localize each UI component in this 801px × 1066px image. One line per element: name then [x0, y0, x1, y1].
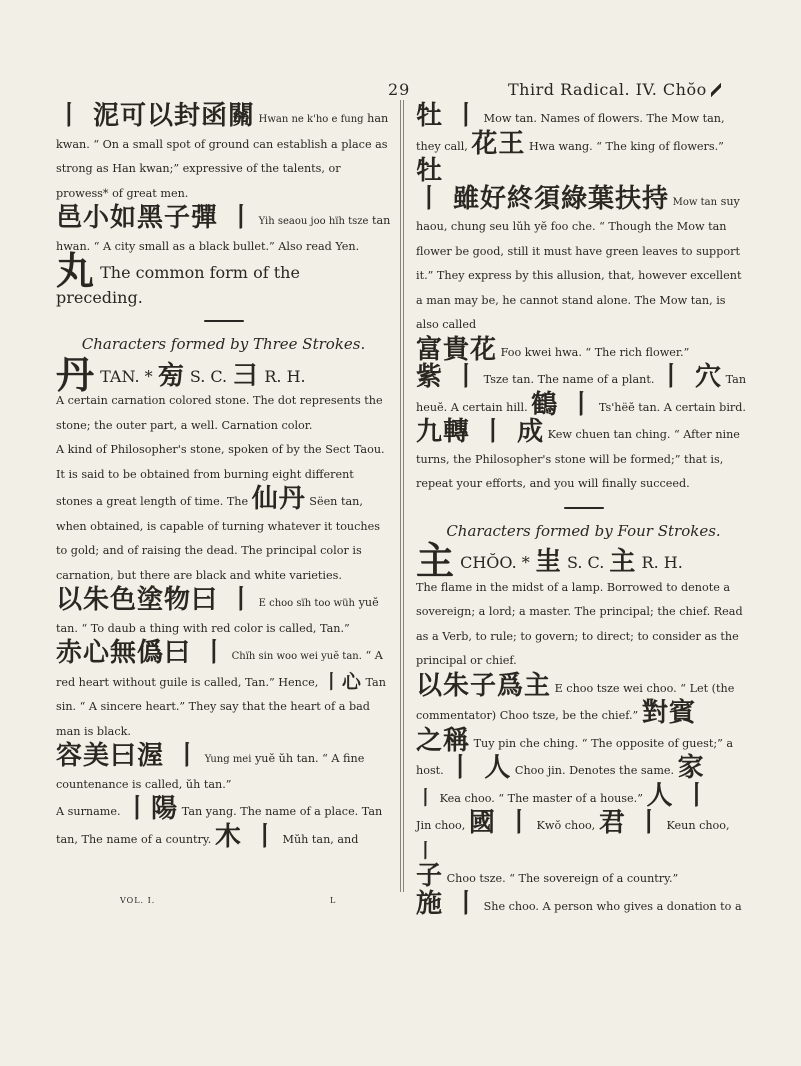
- entry-she-choo: [416, 888, 751, 920]
- chinese-phrase: 國 丨: [468, 808, 533, 838]
- definition: tan hwan. “ A city small as a black bullet.” Also read Yen.: [56, 214, 391, 253]
- chinese-phrase: 九轉 丨 成: [416, 417, 545, 447]
- chinese-phrase: 丨 泥可以封函關: [56, 101, 256, 131]
- entry-tuy-pin: [416, 725, 751, 784]
- chinese-phrase: 丨: [416, 839, 437, 862]
- chinese-phrase: 木 丨: [214, 821, 279, 852]
- page-number: 29: [388, 80, 411, 99]
- entry-foo-kwei: [416, 334, 751, 366]
- definition: Tan sin. “ A sincere heart.” They say that the heart of a bad man is black.: [56, 675, 386, 738]
- definition: han kwan. “ On a small spot of ground can establish a place as strong as Han kwan;” expressive of the talents, or prowess* of great men.: [56, 112, 389, 200]
- chinese-phrase: 丨 雖好終須綠葉扶持: [416, 183, 670, 214]
- entry-choo-tsze: [416, 861, 751, 892]
- head-character: 丹: [56, 352, 96, 397]
- section-heading: Characters formed by Three Strokes.: [81, 335, 366, 353]
- entry-choo-head: [416, 539, 751, 583]
- ornament-rule: [204, 320, 244, 322]
- chinese-phrase: 施 丨: [416, 888, 481, 919]
- chinese-phrase: 丨心: [321, 670, 362, 693]
- definition: Kea choo. “ The master of a house.”: [439, 791, 643, 805]
- chinese-phrase: 牡: [416, 156, 444, 186]
- head-romanization: CHŎO. *: [460, 553, 530, 572]
- section-heading: Characters formed by Four Strokes.: [446, 521, 721, 540]
- definition: Jin choo,: [416, 819, 466, 832]
- entry-kew-chuen: [416, 417, 751, 497]
- definition: suy haou, chung seu lŭh yĕ foo che. “ Though the Mow tan flower be good, still it must have green leaves to support it.” They express by this allusion, that, however excellent a man may be, he cannot stand alone. The Mow tan, is also called: [416, 194, 742, 331]
- ornament-rule: [564, 507, 604, 509]
- right-column: [416, 101, 751, 919]
- chinese-phrase: 丨陽: [124, 794, 179, 824]
- romanization: Hwan ne k'ho e fung: [258, 114, 364, 125]
- chinese-phrase: 丨: [416, 786, 437, 809]
- definition: Keun choo,: [666, 819, 730, 832]
- entry-yung-mei: [56, 741, 391, 797]
- chinese-phrase: 富貴花: [416, 334, 498, 365]
- chinese-phrase: 紫 丨: [416, 362, 481, 392]
- running-head: [508, 80, 721, 99]
- entry-tsze-tan: [416, 362, 751, 420]
- romanization: E choo sïh too wüh: [258, 598, 355, 609]
- definition: Kew chuen tan ching. “ After nine turns, the Philosopher's stone will be formed;” that is, repeat your efforts, and you will finally succeed.: [416, 428, 740, 490]
- definition: “ A red heart without guile is called, Tan.” Hence,: [56, 649, 383, 689]
- left-column: [56, 101, 391, 852]
- chinese-phrase: 丨 穴: [657, 362, 723, 392]
- chinese-phrase: 邑小如黑子彈 丨: [56, 203, 256, 233]
- paragraph: A certain carnation colored stone. The dot represents the stone; the outer part, a well. Carnation color.: [56, 394, 383, 432]
- chinese-phrase: 赤心無僞曰 丨: [56, 638, 229, 668]
- running-hand-label: R. H.: [264, 366, 306, 386]
- entry-mow-tan-proverb: [416, 183, 751, 338]
- definition: E choo tsze wei choo. “ Let (the commentator) Choo tsze, be the chief.”: [416, 681, 735, 722]
- definition: Tsze tan. The name of a plant.: [483, 373, 655, 386]
- chinese-phrase: 鶴 丨: [531, 389, 596, 420]
- entry-yih-seaou: [56, 203, 391, 259]
- romanization: Mow tan: [672, 196, 718, 208]
- running-hand-character: 主: [609, 547, 637, 577]
- head-romanization: TAN. *: [100, 366, 153, 386]
- definition: Choo jin. Denotes the same.: [514, 764, 675, 777]
- definition: Tan yang. The name of a place. Tan tan, The name of a country.: [56, 805, 383, 846]
- definition: Tuy pin che ching. “ The opposite of guest;” a host.: [416, 736, 734, 777]
- chinese-phrase: 子: [416, 861, 444, 891]
- definition: Mow tan. Names of flowers. The Mow tan, they call,: [416, 112, 725, 153]
- entry-common-form: [56, 249, 391, 310]
- entry-e-choo-sih: [56, 585, 391, 641]
- chinese-phrase: 以朱子爲主: [416, 670, 552, 701]
- paragraph: [56, 438, 391, 588]
- text-run: A kind of Philosopher's stone, spoken of by the Sect Taou. It is said to be obtained from burning eight different stones a great length of time. The: [56, 443, 385, 508]
- definition: The common form of the preceding.: [56, 263, 300, 307]
- definition: Hwa wang. “ The king of flowers.”: [529, 139, 724, 153]
- chinese-phrase: 以朱色塗物曰 丨: [56, 585, 256, 615]
- paragraph: The flame in the midst of a lamp. Borrowed to denote a sovereign; a lord; a master. The principal; the chief. Read as a Verb, to rule; to govern; to direct; to consider as the principal or chief.: [416, 580, 743, 667]
- entry-kea-choo: [416, 780, 751, 812]
- chinese-phrase: 對賓: [641, 698, 696, 728]
- definition: Kwŏ choo,: [536, 819, 596, 832]
- entry-chih-sin: [56, 638, 391, 744]
- running-hand-character: 彐: [232, 360, 260, 391]
- romanization: Yung mei: [204, 754, 252, 765]
- column-divider: [400, 100, 404, 892]
- chinese-phrase: 花王: [471, 128, 526, 159]
- chinese-phrase: 牡 丨: [416, 101, 481, 131]
- seal-character: 㫄: [157, 360, 185, 391]
- entry-tan-head: [56, 352, 391, 397]
- chinese-phrase: 家: [677, 753, 705, 783]
- chinese-phrase: 君 丨: [598, 808, 663, 838]
- definition: Choo tsze. “ The sovereign of a country.”: [446, 872, 679, 885]
- head-character: 主: [416, 539, 456, 583]
- romanization: Yih seaou joo hïh tsze: [258, 216, 369, 227]
- pointer-mark-icon: [711, 83, 721, 97]
- seal-label: S. C.: [189, 366, 228, 386]
- definition: yuĕ ŭh tan. “ A fine countenance is called, ŭh tan.”: [56, 752, 365, 791]
- chinese-phrase: 丨 人: [447, 753, 512, 783]
- signature-mark: L: [330, 896, 337, 905]
- entry-jin-choo: [416, 808, 751, 864]
- definition: Tan heuĕ. A certain hill.: [416, 373, 747, 414]
- definition: Foo kwei hwa. “ The rich flower.”: [500, 345, 690, 359]
- running-hand-label: R. H.: [641, 553, 683, 572]
- entry-e-choo-tsze: [416, 670, 751, 729]
- head-character: 丸: [56, 249, 96, 293]
- definition: She choo. A person who gives a donation to a: [483, 899, 742, 913]
- entry-surname: [56, 794, 391, 852]
- entry-mow-tan: [416, 101, 751, 187]
- running-head-text: Third Radical. IV. Chŏo: [508, 80, 707, 99]
- volume-label: VOL. I.: [120, 896, 156, 905]
- romanization: Chïh sin woo wei yuĕ tan.: [231, 651, 362, 662]
- chinese-phrase: 之稱: [416, 725, 471, 756]
- seal-character: 㞷: [534, 547, 562, 577]
- definition: A surname.: [56, 805, 121, 818]
- definition: Ts'hëĕ tan. A certain bird.: [598, 400, 746, 414]
- chinese-phrase: 仙丹: [251, 484, 306, 514]
- definition: yuĕ tan. “ To daub a thing with red color is called, Tan.”: [56, 596, 379, 635]
- chinese-phrase: 容美曰渥 丨: [56, 741, 202, 771]
- seal-label: S. C.: [566, 553, 605, 572]
- entry-hwan-kwan: [56, 101, 391, 206]
- definition: Mŭh tan, and: [282, 832, 359, 846]
- chinese-phrase: 人 丨: [646, 780, 711, 811]
- text-run: Sëen tan, when obtained, is capable of turning whatever it touches to gold; and of raising the dead. The principal color is carnation, but there are black and white varieties.: [56, 495, 380, 582]
